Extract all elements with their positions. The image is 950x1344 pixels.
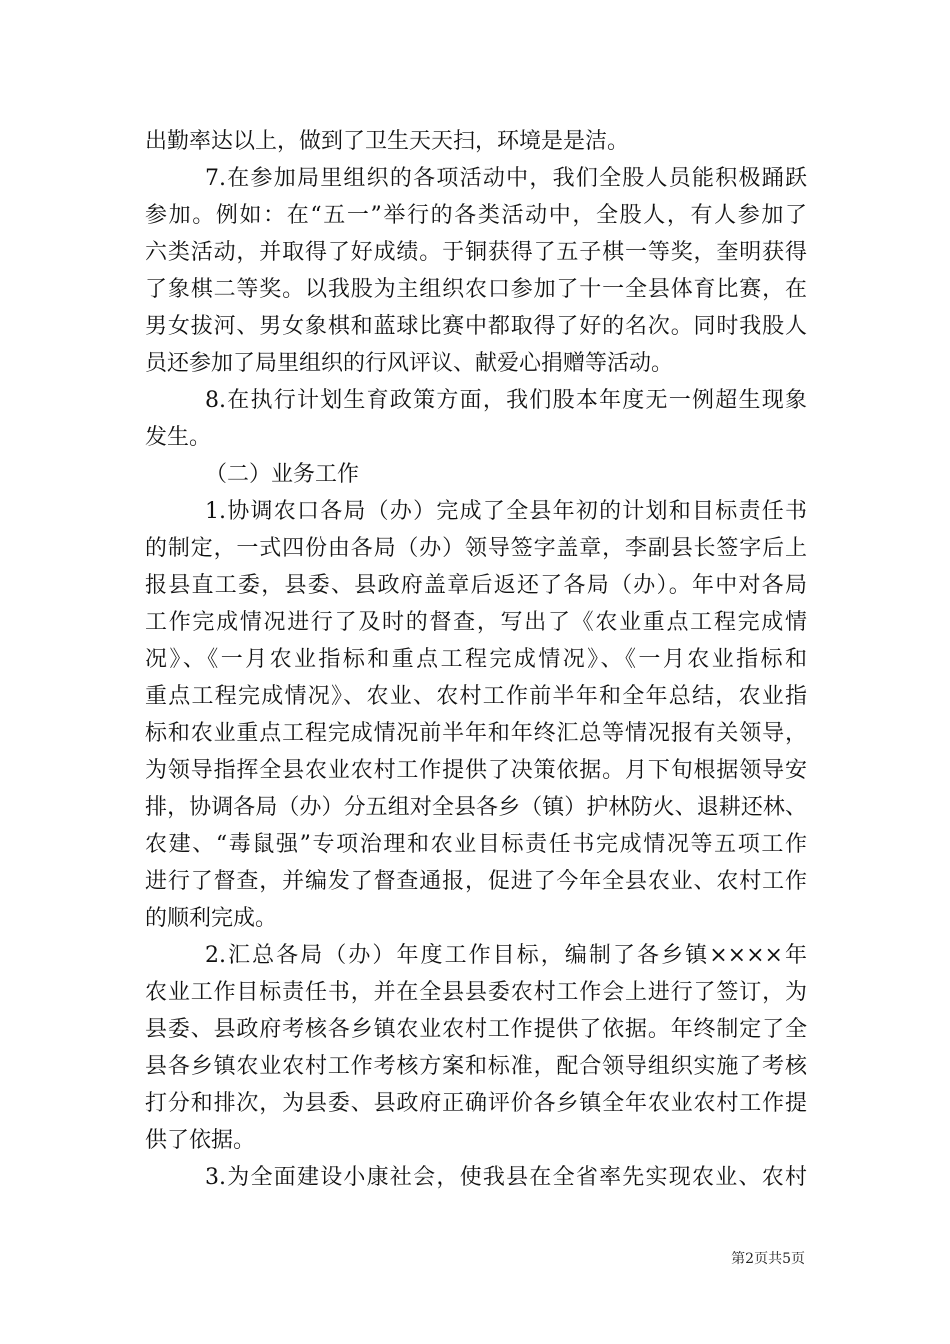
paragraph — [145, 123, 807, 160]
text-line: 7.在参加局里组织的各项活动中，我们全股人员能积极踊跃 — [205, 166, 807, 191]
text-line: 进行了督查，并编发了督查通报，促进了今年全县农业、农村工作 — [145, 869, 807, 894]
text-line: 况》、《一月农业指标和重点工程完成情况》、《一月农业指标和 — [145, 647, 807, 672]
text-line: 发生。 — [145, 425, 212, 450]
paragraph — [145, 493, 807, 937]
text-line: 1.协调农口各局（办）完成了全县年初的计划和目标责任书 — [205, 499, 807, 524]
text-line: 男女拔河、男女象棋和蓝球比赛中都取得了好的名次。同时我股人 — [145, 314, 807, 339]
paragraph — [145, 937, 807, 1159]
text-line: 农业工作目标责任书，并在全县县委农村工作会上进行了签订，为 — [145, 980, 807, 1005]
text-line: 供了依据。 — [145, 1128, 256, 1153]
text-line: 六类活动，并取得了好成绩。于铜获得了五子棋一等奖，奎明获得 — [145, 240, 807, 265]
text-line: 的制定，一式四份由各局（办）领导签字盖章，李副县长签字后上 — [145, 536, 807, 561]
text-line: 农建、“毒鼠强”专项治理和农业目标责任书完成情况等五项工作 — [145, 832, 807, 857]
text-line: 打分和排次，为县委、县政府正确评价各乡镇全年农业农村工作提 — [145, 1091, 807, 1116]
text-line: 的顺利完成。 — [145, 906, 278, 931]
text-line: 排，协调各局（办）分五组对全县各乡（镇）护林防火、退耕还林、 — [145, 795, 807, 820]
text-line: 工作完成情况进行了及时的督查，写出了《农业重点工程完成情 — [145, 610, 807, 635]
page-number: 第2页共5页 — [731, 1251, 805, 1267]
document-body — [145, 123, 807, 1196]
paragraph — [145, 456, 807, 493]
text-line: （二）业务工作 — [205, 462, 360, 487]
paragraph — [145, 1159, 807, 1196]
text-line: 出勤率达以上，做到了卫生天天扫，环境是是洁。 — [145, 129, 630, 154]
text-line: 了象棋二等奖。以我股为主组织农口参加了十一全县体育比赛，在 — [145, 277, 807, 302]
text-line: 报县直工委，县委、县政府盖章后返还了各局（办）。年中对各局 — [145, 573, 807, 598]
text-line: 为领导指挥全县农业农村工作提供了决策依据。月下旬根据领导安 — [145, 758, 807, 783]
text-line: 2.汇总各局（办）年度工作目标，编制了各乡镇××××年 — [205, 943, 807, 968]
text-line: 县各乡镇农业农村工作考核方案和标准，配合领导组织实施了考核 — [145, 1054, 807, 1079]
text-line: 重点工程完成情况》、农业、农村工作前半年和全年总结，农业指 — [145, 684, 807, 709]
text-line: 8.在执行计划生育政策方面，我们股本年度无一例超生现象 — [205, 388, 807, 413]
text-line: 标和农业重点工程完成情况前半年和年终汇总等情况报有关领导， — [145, 721, 807, 746]
text-line: 参加。例如：在“五一”举行的各类活动中，全股人，有人参加了 — [145, 203, 807, 228]
paragraph — [145, 160, 807, 382]
text-line: 3.为全面建设小康社会，使我县在全省率先实现农业、农村 — [205, 1165, 807, 1190]
paragraph — [145, 382, 807, 456]
text-line: 员还参加了局里组织的行风评议、献爱心捐赠等活动。 — [145, 351, 674, 376]
text-line: 县委、县政府考核各乡镇农业农村工作提供了依据。年终制定了全 — [145, 1017, 807, 1042]
